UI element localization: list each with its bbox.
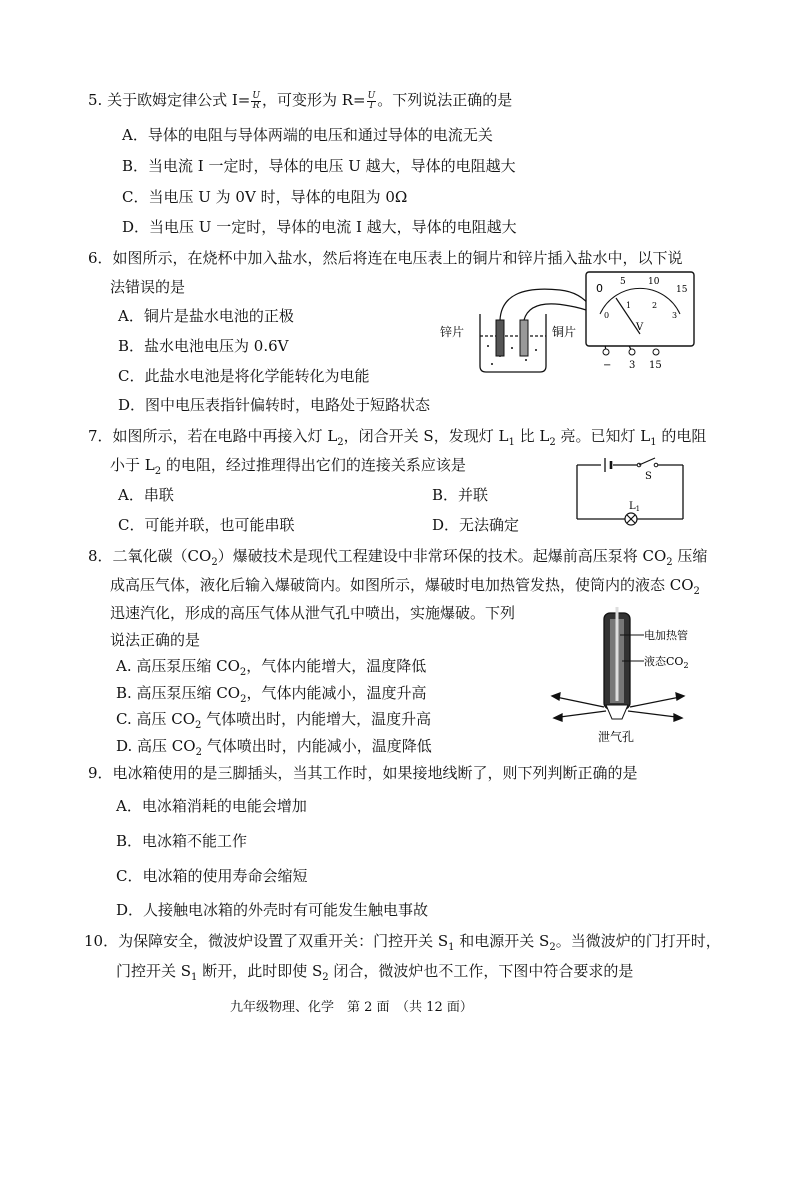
- lamp-l1-label: $L_1$: [629, 501, 641, 513]
- q8-stem-line2: 成高压气体，液化后输入爆破筒内。如图所示，爆破时电加热管发热，使筒内的液态 $CO_2$: [110, 576, 700, 597]
- q7-option-b: B．并联: [432, 486, 489, 504]
- switch-symbol: [637, 458, 658, 467]
- q10-stem-line1: 10．为保障安全，微波炉设置了双重开关：门控开关 $S_1$ 和电源开关 $S_2$。当微波炉的门打开时，: [84, 932, 721, 953]
- scale-top-10: 10: [648, 277, 660, 287]
- ohm-fraction-1: $\frac{U}{R}$: [252, 90, 260, 111]
- q6-option-a: A．铜片是盐水电池的正极: [118, 307, 294, 325]
- q8-stem-line1: 8．二氧化碳$(CO_2)$爆破技术是现代工程建设中非常环保的技术。起爆前高压泵将 $CO_2$ 压缩: [88, 547, 708, 568]
- q8-option-b: B. 高压泵压缩 $CO_2$，气体内能减小，温度升高: [116, 684, 427, 705]
- q6-option-b: B．盐水电池电压为 0.6V: [118, 337, 289, 355]
- q7-stem-line1: 7．如图所示，若在电路中再接入灯 $L_2$，闭合开关 S，发现灯 $L_1$ 比 $L_2$ 亮。已知灯 $L_1$ 的电阻: [88, 427, 707, 448]
- q9-stem: 9．电冰箱使用的是三脚插头，当其工作时，如果接地线断了，则下列判断正确的是: [88, 764, 638, 782]
- copper-label: 铜片: [552, 325, 577, 339]
- beaker: [480, 314, 546, 372]
- scale-bottom-1: 1: [626, 301, 632, 310]
- terminal-3-label: 3: [629, 360, 636, 371]
- q6-stem-line2: 法错误的是: [110, 278, 186, 296]
- q6-figure: [440, 270, 700, 380]
- scale-top-0: 0: [596, 282, 603, 295]
- blasting-tube: [604, 607, 630, 719]
- q7-stem-line2: 小于 $L_2$ 的电阻，经过推理得出它们的连接关系应该是: [110, 456, 466, 477]
- salt-water: [487, 345, 537, 365]
- q9-option-d: D．人接触电冰箱的外壳时有可能发生触电事故: [116, 901, 429, 919]
- scale-bottom-0: 0: [604, 311, 610, 320]
- q5-option-c: C．当电压 U 为 0V 时，导体的电阻为 0Ω: [122, 188, 408, 206]
- terminal-15: [653, 349, 659, 355]
- q7-circuit: [575, 455, 687, 529]
- q5-option-d: D．当电压 U 一定时，导体的电流 I 越大，导体的电阻越大: [122, 218, 517, 236]
- copper-plate: [520, 320, 528, 356]
- terminal-3: [629, 349, 635, 355]
- q7-option-a: A．串联: [118, 486, 174, 504]
- scale-top-5: 5: [620, 277, 626, 287]
- q8-option-c: C. 高压 $CO_2$ 气体喷出时，内能增大，温度升高: [116, 710, 432, 731]
- terminal-15-label: 15: [649, 360, 662, 371]
- q7-option-d: D．无法确定: [432, 516, 520, 534]
- lamp-l1-symbol: [625, 513, 637, 525]
- liquid-co2-label: 液态$CO_2$: [644, 655, 689, 670]
- q6-stem-line1: 6．如图所示，在烧杯中加入盐水，然后将连在电压表上的铜片和锌片插入盐水中，以下说: [88, 249, 683, 267]
- terminal-negative: [603, 349, 609, 355]
- scale-bottom-3: 3: [672, 311, 678, 320]
- q5-number: 5.: [88, 91, 103, 109]
- vent-label: 泄气孔: [598, 730, 635, 744]
- page-footer: 九年级物理、化学 第 2 面 （共 12 面）: [230, 1000, 473, 1015]
- terminal-negative-label: −: [603, 360, 612, 371]
- zinc-plate: [496, 320, 504, 356]
- q5-option-a: A．导体的电阻与导体两端的电压和通过导体的电流无关: [122, 126, 493, 144]
- q8-option-d: D. 高压 $CO_2$ 气体喷出时，内能减小，温度降低: [116, 737, 432, 758]
- voltmeter-symbol: V: [636, 322, 644, 333]
- q8-stem-line4: 说法正确的是: [110, 631, 201, 649]
- switch-label: S: [645, 471, 652, 482]
- scale-top-15: 15: [676, 285, 688, 295]
- q8-stem-line3: 迅速汽化，形成的高压气体从泄气孔中喷出，实施爆破。下列: [110, 604, 516, 622]
- q5-option-b: B．当电流 I 一定时，导体的电压 U 越大，导体的电阻越大: [122, 157, 516, 175]
- q5-stem: 5. 关于欧姆定律公式 I= $\frac{U}{R}$ ，可变形为 R= $\frac{U}{I}$ 。下列说法正确的是: [88, 90, 513, 111]
- q9-option-b: B．电冰箱不能工作: [116, 832, 248, 850]
- q9-option-a: A．电冰箱消耗的电能会增加: [116, 797, 307, 815]
- q9-option-c: C．电冰箱的使用寿命会缩短: [116, 867, 308, 885]
- heater-label: 电加热管: [644, 629, 688, 642]
- zinc-label: 锌片: [440, 325, 465, 339]
- q7-option-c: C．可能并联，也可能串联: [118, 516, 295, 534]
- scale-bottom-2: 2: [652, 301, 658, 310]
- q6-option-c: C．此盐水电池是将化学能转化为电能: [118, 367, 370, 385]
- ohm-fraction-2: $\frac{U}{I}$: [367, 90, 376, 111]
- q8-option-a: A. 高压泵压缩 $CO_2$，气体内能增大，温度降低: [116, 657, 427, 678]
- q8-figure: [548, 605, 708, 745]
- q10-stem-line2: 门控开关 $S_1$ 断开，此时即使 $S_2$ 闭合，微波炉也不工作，下图中符合要求的是: [116, 962, 634, 983]
- q6-option-d: D．图中电压表指针偏转时，电路处于短路状态: [118, 396, 431, 414]
- battery-symbol: [605, 458, 611, 472]
